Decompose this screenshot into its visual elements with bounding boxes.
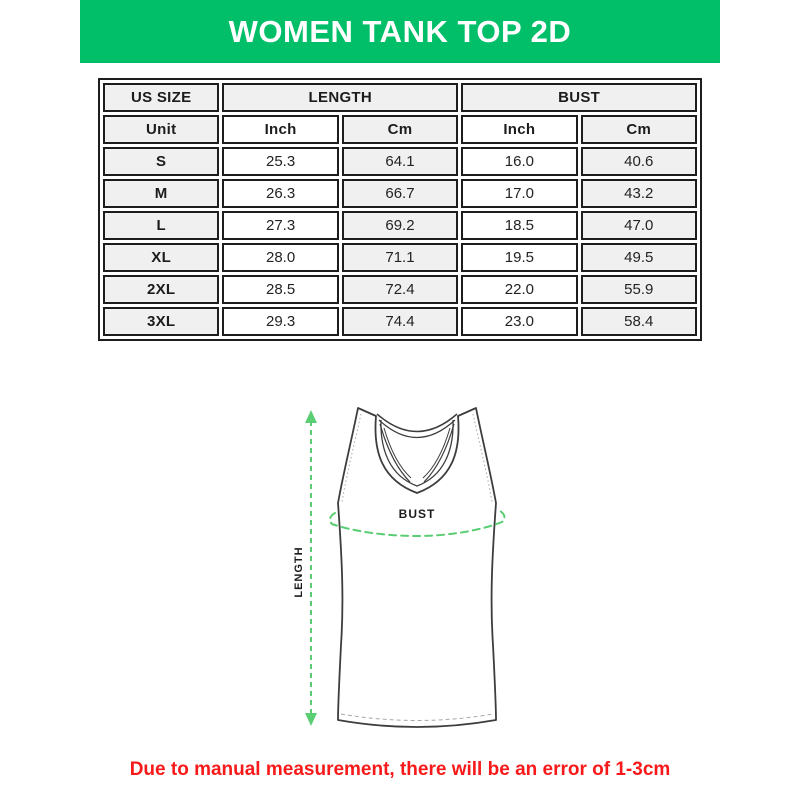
table-cell: 23.0 [461, 307, 577, 336]
table-cell: 71.1 [342, 243, 458, 272]
table-cell: 28.0 [222, 243, 338, 272]
table-row-3xl [103, 307, 697, 336]
table-cell: 17.0 [461, 179, 577, 208]
size-label: 2XL [103, 275, 219, 304]
header-length: LENGTH [222, 83, 458, 112]
length-arrowhead-top [305, 410, 317, 423]
header-bust: BUST [461, 83, 697, 112]
table-cell: 25.3 [222, 147, 338, 176]
table-cell: 47.0 [581, 211, 697, 240]
size-label: 3XL [103, 307, 219, 336]
size-chart-table [98, 78, 702, 341]
table-cell: 29.3 [222, 307, 338, 336]
table-cell: 72.4 [342, 275, 458, 304]
table-unit-row [103, 115, 697, 144]
table-cell: 69.2 [342, 211, 458, 240]
header-bust-cm: Cm [581, 115, 697, 144]
table-cell: 43.2 [581, 179, 697, 208]
bust-label: BUST [398, 507, 436, 521]
racerback-curve-left-inner [384, 428, 411, 478]
header-us-size: US SIZE [103, 83, 219, 112]
measurement-disclaimer: Due to manual measurement, there will be an error of 1-3cm [129, 759, 671, 780]
table-row-xl [103, 243, 697, 272]
table-cell: 74.4 [342, 307, 458, 336]
table-cell: 64.1 [342, 147, 458, 176]
tank-top-outline [338, 408, 496, 727]
table-group-header-row [103, 83, 697, 112]
table-cell: 22.0 [461, 275, 577, 304]
table-cell: 27.3 [222, 211, 338, 240]
table-cell: 26.3 [222, 179, 338, 208]
length-label: LENGTH [293, 546, 305, 598]
title-banner [80, 0, 720, 63]
table-cell: 58.4 [581, 307, 697, 336]
size-label: S [103, 147, 219, 176]
table-cell: 66.7 [342, 179, 458, 208]
table-row-2xl [103, 275, 697, 304]
back-collar-binding [379, 420, 455, 438]
header-length-inch: Inch [222, 115, 338, 144]
size-label: XL [103, 243, 219, 272]
size-label: L [103, 211, 219, 240]
table-row-l [103, 211, 697, 240]
header-unit: Unit [103, 115, 219, 144]
tank-top-diagram [275, 396, 530, 756]
table-row-m [103, 179, 697, 208]
back-collar-line [377, 414, 457, 432]
header-bust-inch: Inch [461, 115, 577, 144]
table-row-s [103, 147, 697, 176]
table-cell: 18.5 [461, 211, 577, 240]
table-cell: 19.5 [461, 243, 577, 272]
racerback-curve-right-inner [423, 428, 450, 478]
page-title: WOMEN TANK TOP 2D [228, 13, 572, 49]
length-arrowhead-bottom [305, 713, 317, 726]
header-length-cm: Cm [342, 115, 458, 144]
table-cell: 55.9 [581, 275, 697, 304]
table-cell: 49.5 [581, 243, 697, 272]
table-cell: 16.0 [461, 147, 577, 176]
size-label: M [103, 179, 219, 208]
table-cell: 28.5 [222, 275, 338, 304]
table-cell: 40.6 [581, 147, 697, 176]
